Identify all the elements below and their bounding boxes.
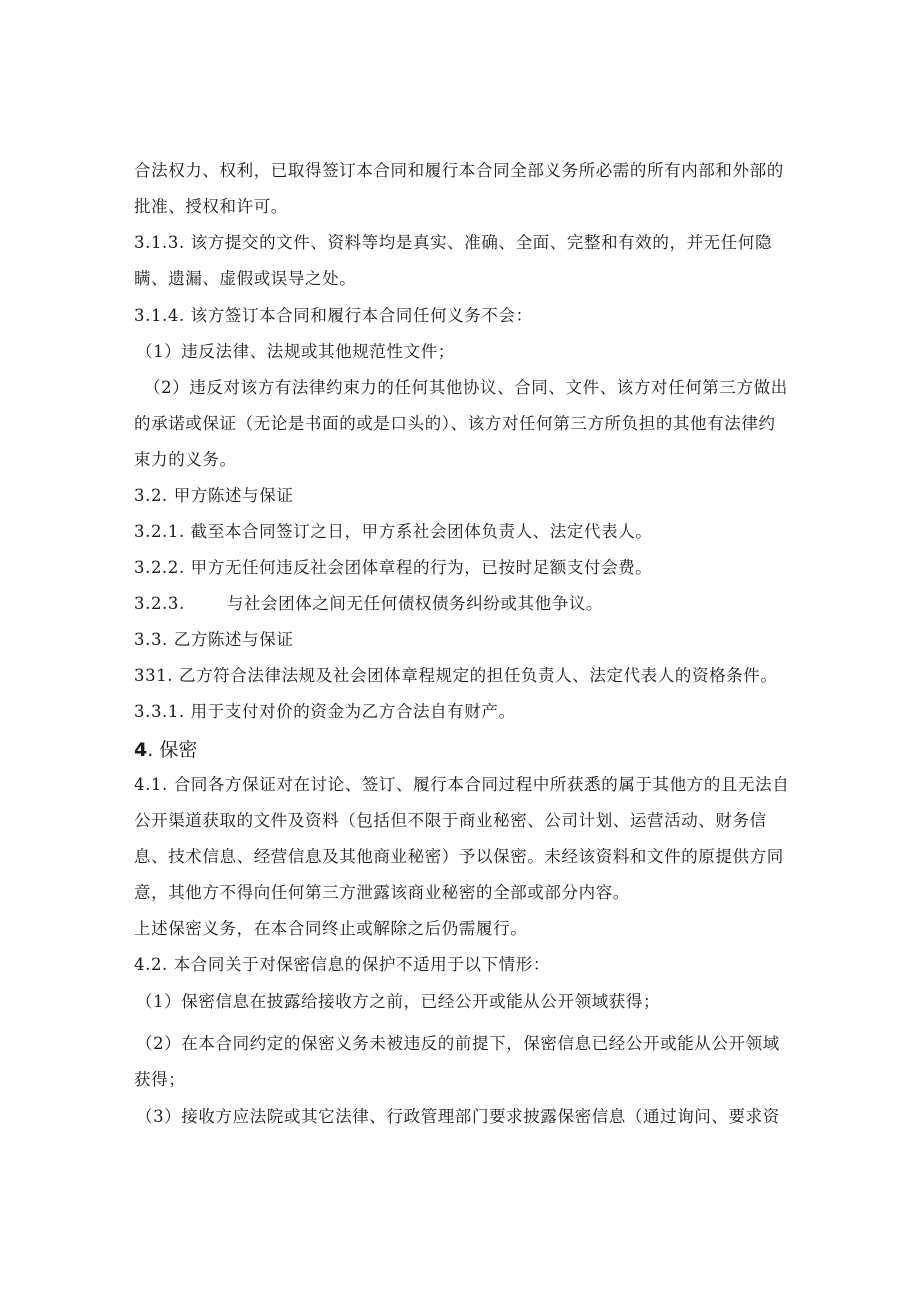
- clause-number: 3.2.3.: [134, 594, 185, 613]
- list-item-1: （1）保密信息在披露给接收方之前，已经公开或能从公开领域获得；: [136, 992, 661, 1011]
- paragraph-line: 意，其他方不得向任何第三方泄露该商业秘密的全部或部分内容。: [134, 883, 630, 902]
- clause-4-1: 4.1. 合同各方保证对在讨论、签订、履行本合同过程中所获悉的属于其他方的且无法自: [134, 775, 790, 794]
- clause-3-2-2: 3.2.2. 甲方无任何违反社会团体章程的行为，已按时足额支付会费。: [134, 558, 653, 577]
- list-item-3: （3）接收方应法院或其它法律、行政管理部门要求披露保密信息（通过询问、要求资: [136, 1107, 780, 1126]
- paragraph-line: 束力的义务。: [134, 450, 237, 469]
- clause-3-1-3: 3.1.3. 该方提交的文件、资料等均是真实、准确、全面、完整和有效的，并无任何隐: [134, 233, 773, 252]
- list-item-2: （2）在本合同约定的保密义务未被违反的前提下，保密信息已经公开或能从公开领域: [136, 1034, 780, 1053]
- clause-3-1-4: 3.1.4. 该方签订本合同和履行本合同任何义务不会：: [134, 306, 533, 325]
- clause-3-2-3: [134, 593, 794, 615]
- paragraph-line: 上述保密义务，在本合同终止或解除之后仍需履行。: [134, 919, 528, 938]
- paragraph-line: 获得；: [134, 1070, 186, 1089]
- clause-3-3-1: 3.3.1. 用于支付对价的资金为乙方合法自有财产。: [134, 702, 516, 721]
- paragraph-line: 合法权力、权利，已取得签订本合同和履行本合同全部义务所必需的所有内部和外部的: [134, 161, 784, 180]
- clause-3-3-heading: 3.3. 乙方陈述与保证: [134, 630, 294, 649]
- section-4-heading: [134, 737, 197, 763]
- paragraph-line: 的承诺或保证（无论是书面的或是口头的）、该方对任何第三方所负担的其他有法律约: [134, 414, 776, 433]
- clause-3-2-heading: 3.2. 甲方陈述与保证: [134, 486, 294, 505]
- list-item-2: （2）违反对该方有法律约束力的任何其他协议、合同、文件、该方对任何第三方做出: [144, 378, 788, 397]
- clause-text: 与社会团体之间无任何债权债务纠纷或其他争议。: [226, 594, 604, 613]
- paragraph-line: 息、技术信息、经营信息及其他商业秘密）予以保密。未经该资料和文件的原提供方同: [134, 847, 784, 866]
- paragraph-line: 公开渠道获取的文件及资料（包括但不限于商业秘密、公司计划、运营活动、财务信: [134, 811, 767, 830]
- section-number: 4: [134, 739, 148, 761]
- clause-331: 331. 乙方符合法律法规及社会团体章程规定的担任负责人、法定代表人的资格条件。: [134, 666, 778, 685]
- clause-4-2: 4.2. 本合同关于对保密信息的保护不适用于以下情形：: [134, 955, 550, 974]
- paragraph-line: 瞒、遗漏、虚假或误导之处。: [134, 269, 357, 288]
- paragraph-line: 批准、授权和许可。: [134, 197, 288, 216]
- clause-3-2-1: 3.2.1. 截至本合同签订之日，甲方系社会团体负责人、法定代表人。: [134, 522, 653, 541]
- section-title: . 保密: [147, 739, 198, 761]
- list-item-1: （1）违反法律、法规或其他规范性文件；: [136, 342, 455, 361]
